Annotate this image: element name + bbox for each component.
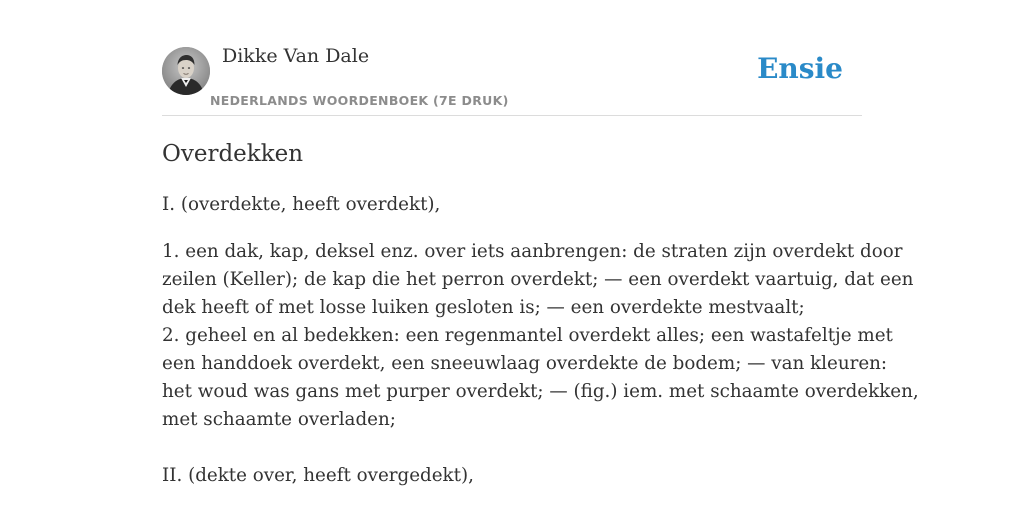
source-title[interactable]: NEDERLANDS WOORDENBOEK (7E DRUK): [210, 93, 509, 108]
definition-line: II. (dekte over, heeft overgedekt),: [162, 465, 474, 486]
entry-title: Overdekken: [162, 141, 304, 167]
definition-line: met schaamte overladen;: [162, 409, 396, 430]
entry-header: [162, 0, 862, 116]
definition-line: dek heeft of met losse luiken gesloten is; — een overdekte mestvaalt;: [162, 297, 805, 318]
ensie-logo-link[interactable]: Ensie: [757, 52, 843, 85]
definition-line: een handdoek overdekt, een sneeuwlaag overdekte de bodem; — van kleuren:: [162, 353, 888, 374]
definition-line: I. (overdekte, heeft overdekt),: [162, 194, 441, 215]
definition-line: 1. een dak, kap, deksel enz. over iets aanbrengen: de straten zijn overdekt door: [162, 241, 903, 262]
portrait-avatar-image: [162, 47, 210, 95]
author-name[interactable]: Dikke Van Dale: [222, 45, 370, 67]
definition-line: zeilen (Keller); de kap die het perron overdekt; — een overdekt vaartuig, dat een: [162, 269, 914, 290]
portrait-avatar-icon[interactable]: [162, 47, 210, 95]
definition-line: 2. geheel en al bedekken: een regenmantel overdekt alles; een wastafeltje met: [162, 325, 893, 346]
definition-line: het woud was gans met purper overdekt; — (fig.) iem. met schaamte overdekken,: [162, 381, 919, 402]
